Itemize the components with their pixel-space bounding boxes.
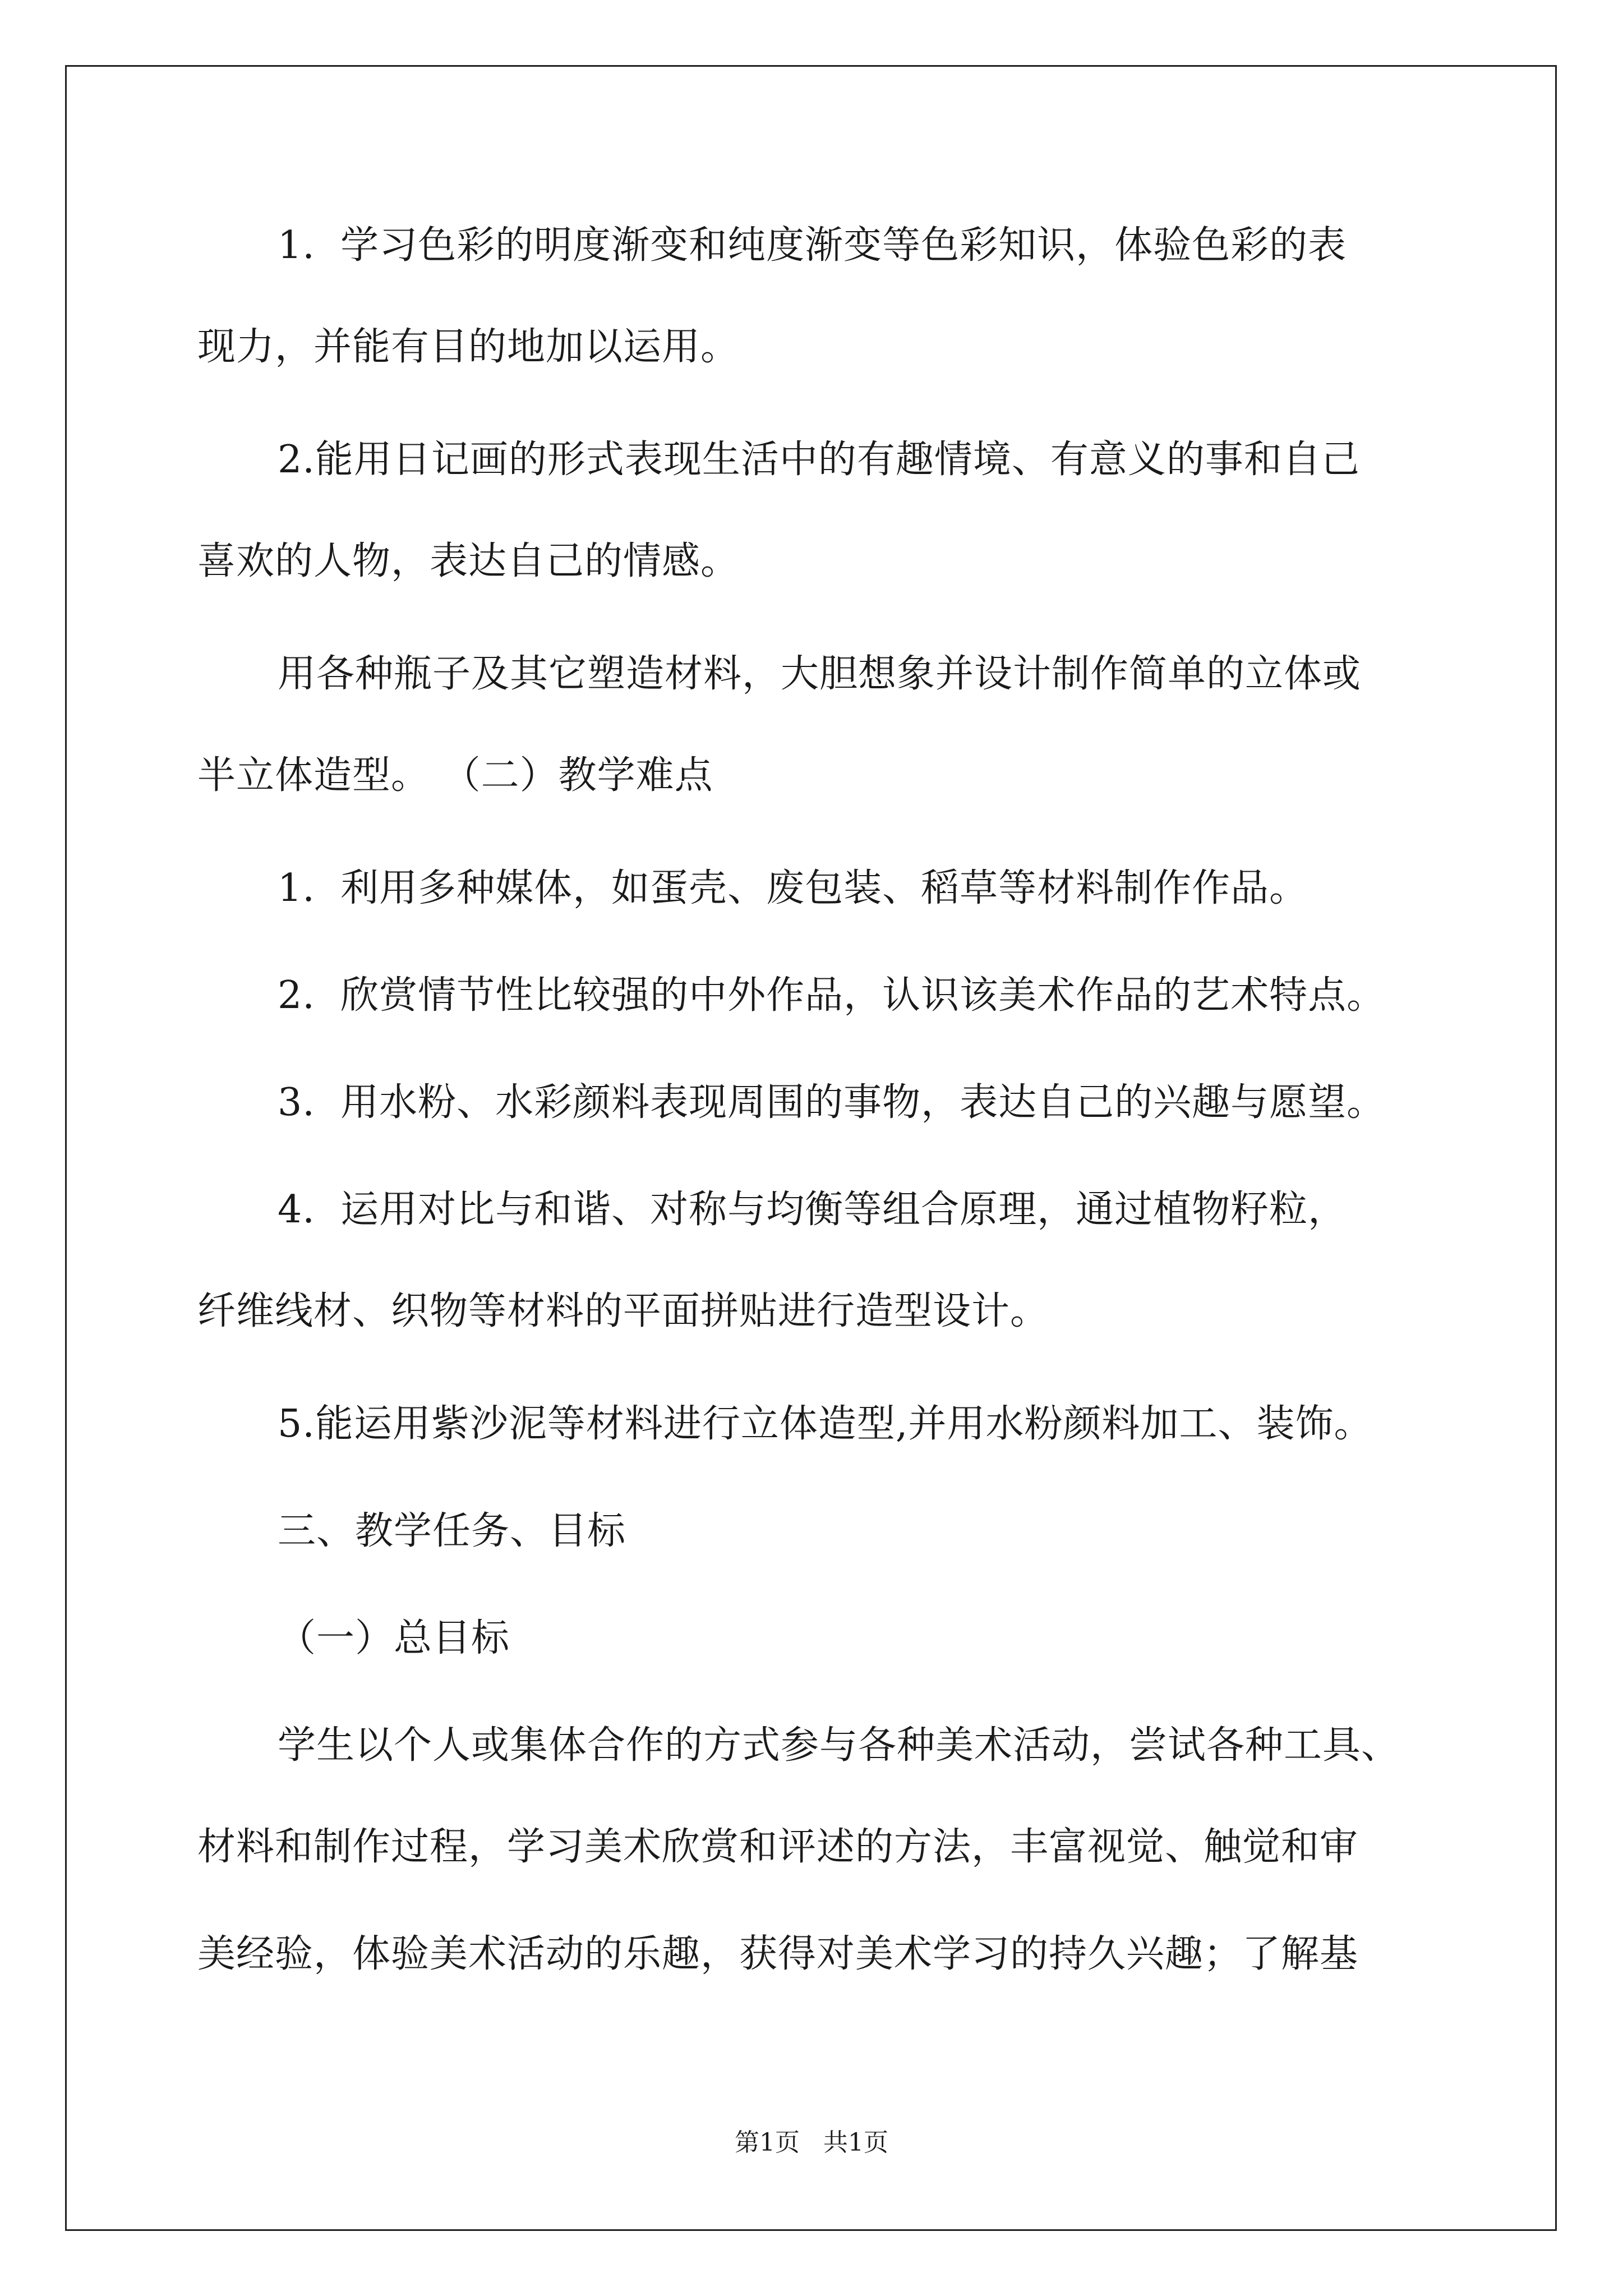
paragraph-line: 1. 利用多种媒体，如蛋壳、废包装、稻草等材料制作作品。 — [278, 866, 1308, 910]
paragraph-line: 美经验，体验美术活动的乐趣，获得对美术学习的持久兴趣；了解基 — [197, 1932, 1359, 1976]
paragraph-line: 喜欢的人物，表达自己的情感。 — [197, 539, 740, 583]
paragraph-line: 2. 欣赏情节性比较强的中外作品，认识该美术作品的艺术特点。 — [278, 973, 1386, 1018]
paragraph-line: 5.能运用紫沙泥等材料进行立体造型,并用水粉颜料加工、装饰。 — [278, 1402, 1373, 1446]
paragraph-line: 2.能用日记画的形式表现生活中的有趣情境、有意义的事和自己 — [278, 438, 1360, 482]
paragraph-line: 现力，并能有目的地加以运用。 — [197, 325, 740, 369]
page-number-footer: 第1页 共1页 — [735, 2128, 888, 2157]
subsection-heading: （一）总目标 — [278, 1616, 510, 1660]
paragraph-line: 4. 运用对比与和谐、对称与均衡等组合原理，通过植物籽粒， — [278, 1188, 1347, 1232]
paragraph-line: 学生以个人或集体合作的方式参与各种美术活动，尝试各种工具、 — [278, 1723, 1400, 1768]
section-heading: 三、教学任务、目标 — [278, 1509, 626, 1553]
paragraph-line: 用各种瓶子及其它塑造材料，大胆想象并设计制作简单的立体或 — [278, 652, 1362, 696]
paragraph-line: 半立体造型。 （二）教学难点 — [197, 753, 713, 798]
paragraph-line: 3. 用水粉、水彩颜料表现周围的事物，表达自己的兴趣与愿望。 — [278, 1080, 1386, 1125]
paragraph-line: 1. 学习色彩的明度渐变和纯度渐变等色彩知识，体验色彩的表 — [278, 223, 1347, 268]
paragraph-line: 纤维线材、织物等材料的平面拼贴进行造型设计。 — [197, 1289, 1049, 1333]
paragraph-line: 材料和制作过程，学习美术欣赏和评述的方法，丰富视觉、触觉和审 — [197, 1825, 1359, 1869]
page-border — [65, 65, 1557, 2231]
